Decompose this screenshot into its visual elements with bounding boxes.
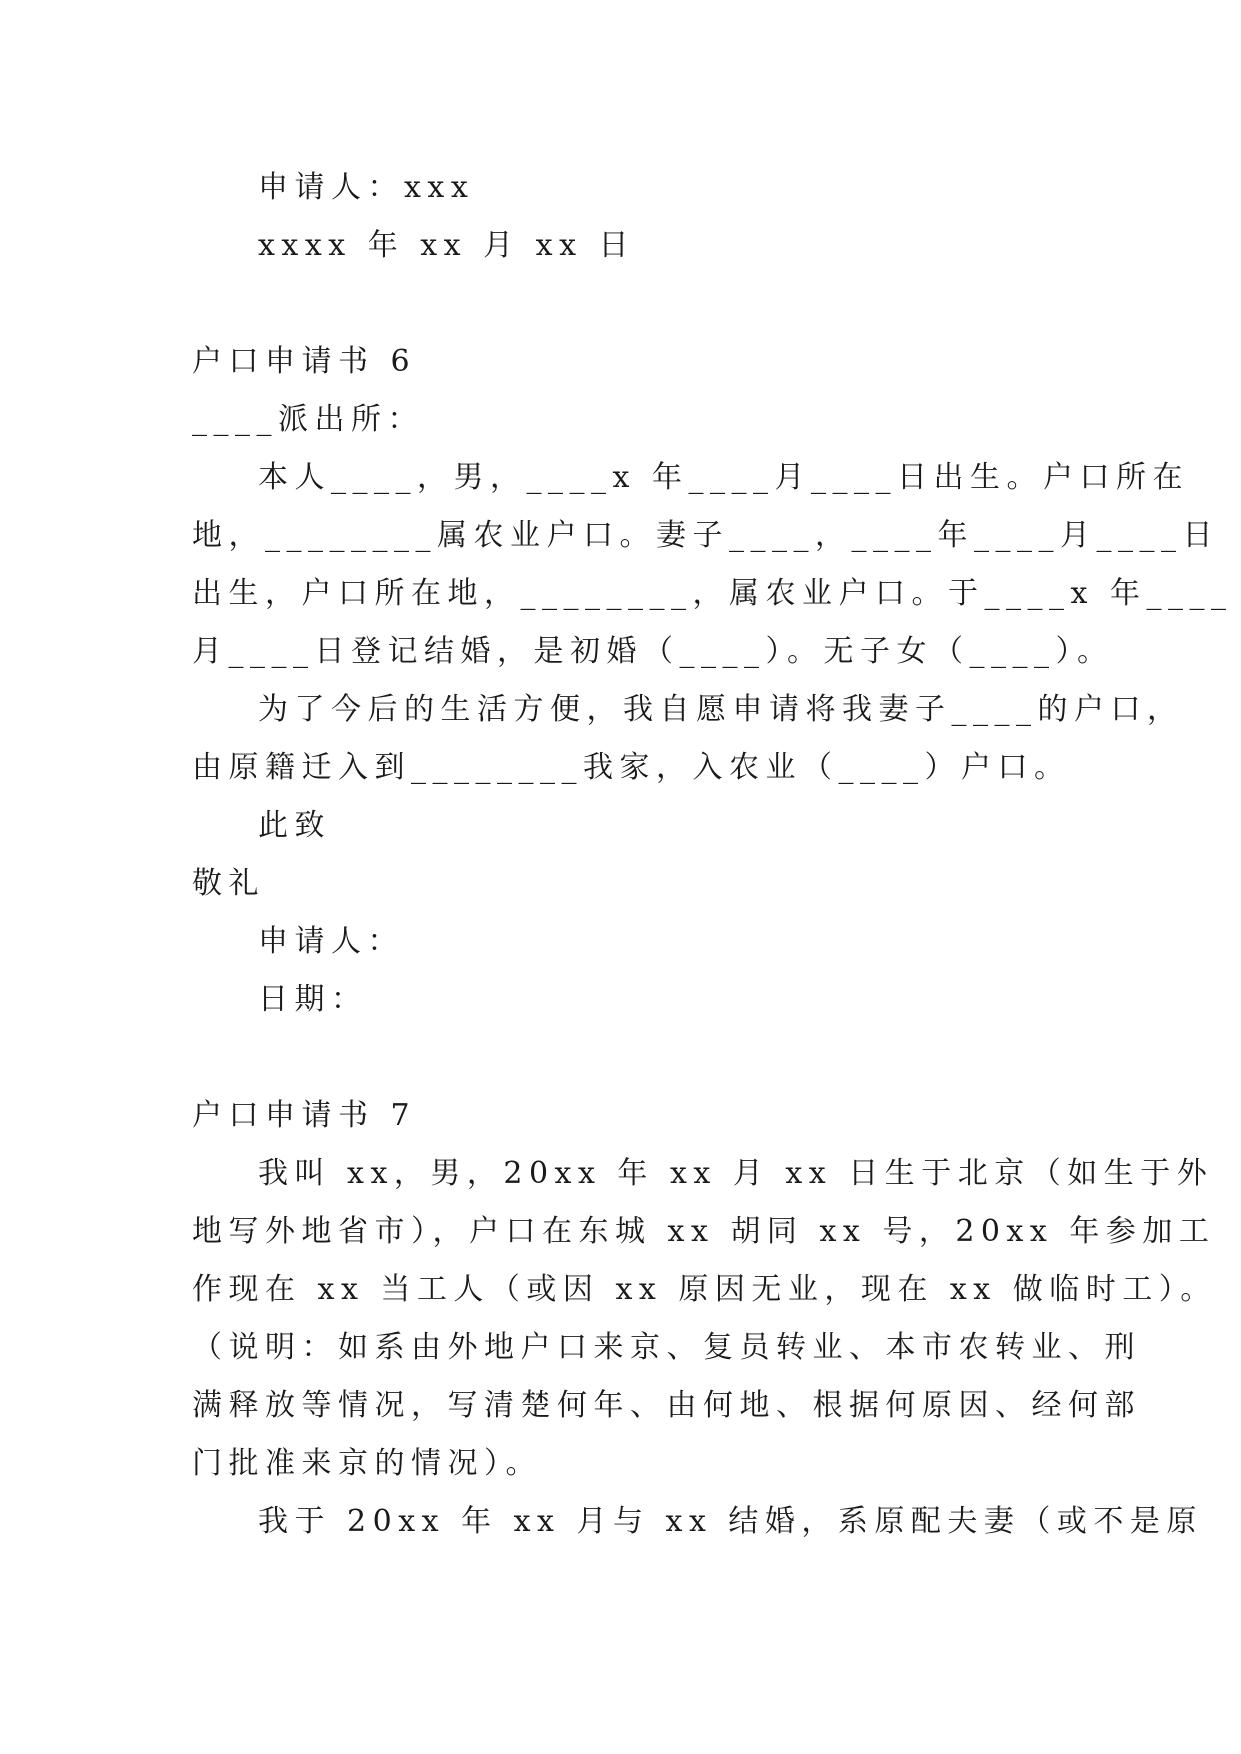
paragraph-line: 门批准来京的情况）。 [192, 1446, 542, 1481]
paragraph-line: 我于 20xx 年 xx 月与 xx 结婚，系原配夫妻（或不是原 [258, 1504, 1203, 1539]
paragraph-line: 我叫 xx，男，20xx 年 xx 月 xx 日生于北京（如生于外 [258, 1156, 1214, 1191]
paragraph-line: 地，________属农业户口。妻子____，____年____月____日 [192, 518, 1219, 553]
paragraph-line: 月____日登记结婚，是初婚（____）。无子女（____）。 [192, 634, 1114, 669]
paragraph-line: 地写外地省市），户口在东城 xx 胡同 xx 号，20xx 年参加工 [192, 1214, 1216, 1249]
paragraph-line: 本人____，男，____x 年____月____日出生。户口所在 [258, 460, 1189, 495]
paragraph-line: 满释放等情况，写清楚何年、由何地、根据何原因、经何部 [192, 1388, 1141, 1423]
section-title: 户口申请书 7 [192, 1098, 417, 1133]
applicant-signature-line: 申请人： [258, 924, 404, 959]
applicant-signature-line: 申请人：xxx [258, 170, 475, 205]
closing-regards: 敬礼 [192, 866, 265, 901]
signature-date-line: 日期： [258, 982, 368, 1017]
paragraph-line: 由原籍迁入到________我家，入农业（____）户口。 [192, 750, 1071, 785]
section-title: 户口申请书 6 [192, 344, 417, 379]
addressee-line: ____派出所： [192, 402, 424, 437]
signature-date-line: xxxx 年 xx 月 xx 日 [258, 228, 636, 263]
paragraph-line: 为了今后的生活方便，我自愿申请将我妻子____的户口， [258, 692, 1184, 727]
paragraph-line: 作现在 xx 当工人（或因 xx 原因无业，现在 xx 做临时工）。 [192, 1272, 1217, 1307]
paragraph-line: 出生，户口所在地，________，属农业户口。于____x 年____ [192, 576, 1233, 611]
paragraph-line: （说明：如系由外地户口来京、复员转业、本市农转业、刑 [192, 1330, 1141, 1365]
closing-salutation: 此致 [258, 808, 331, 843]
